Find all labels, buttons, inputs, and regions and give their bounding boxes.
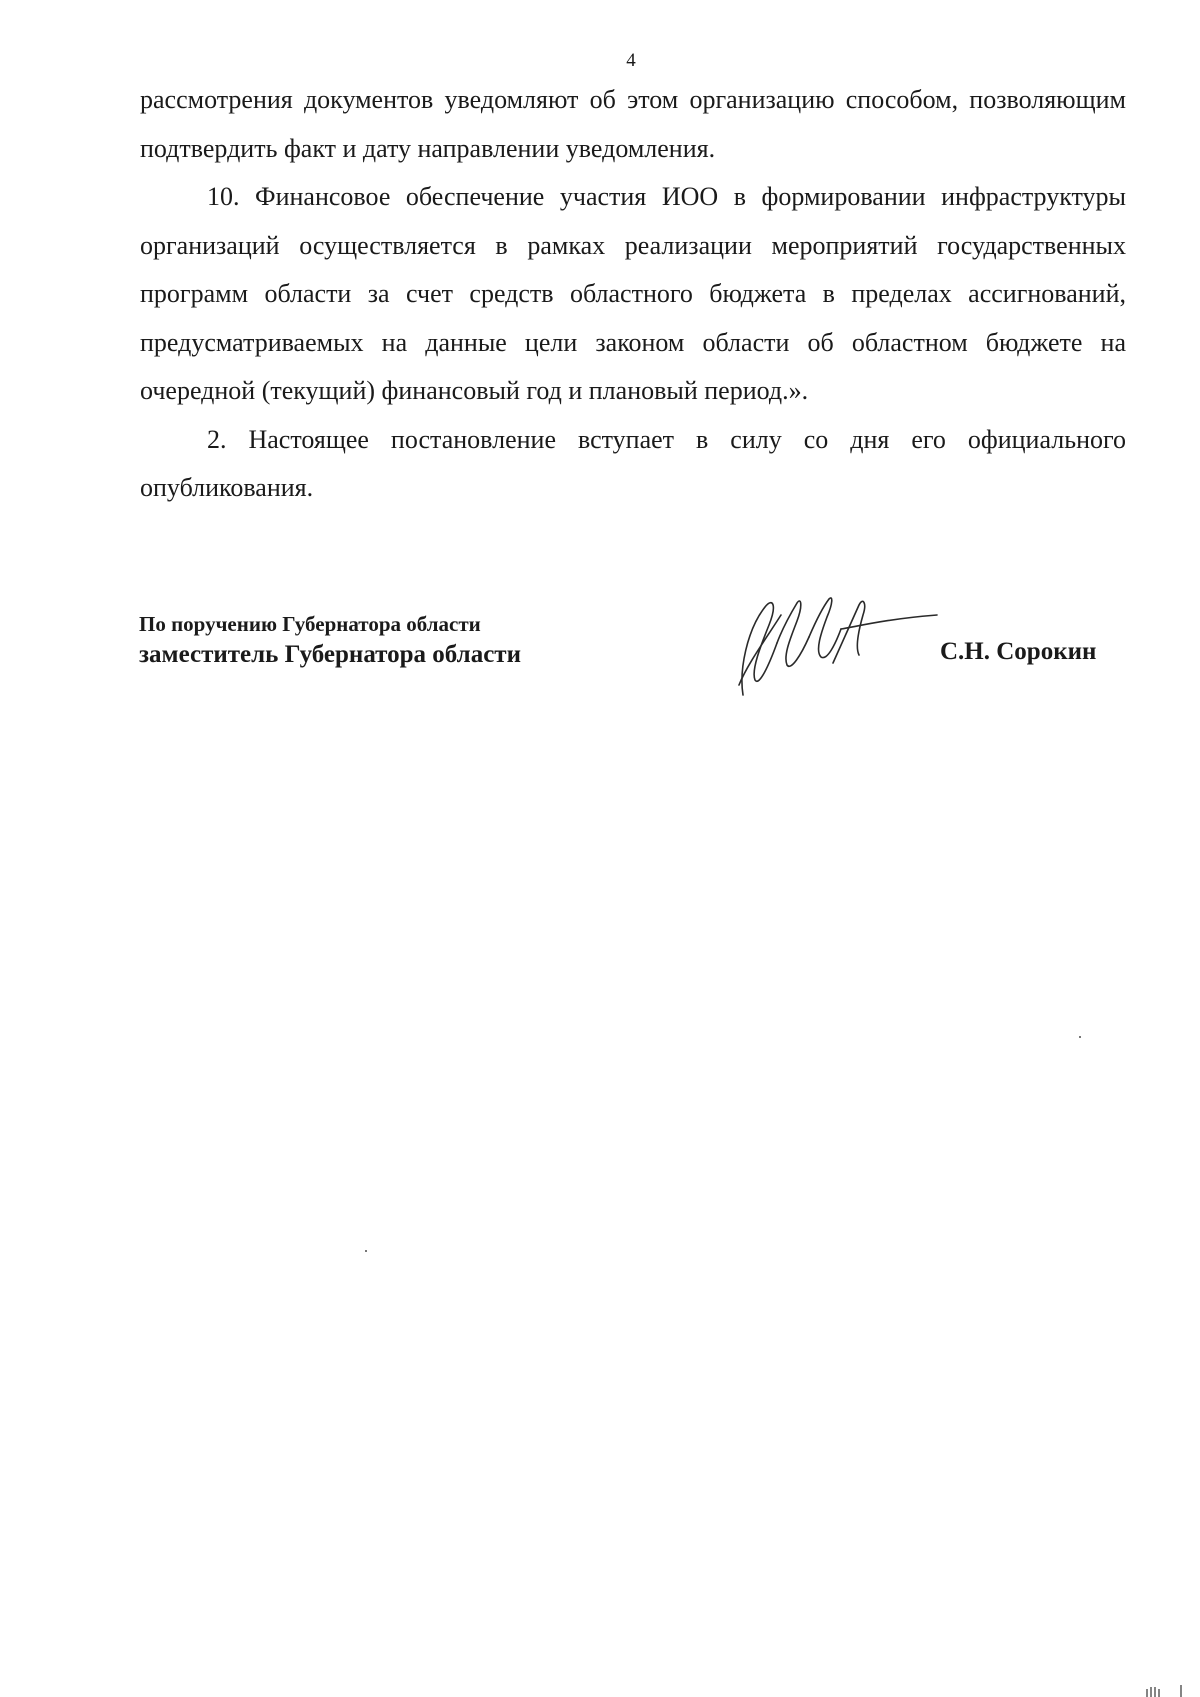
page-number: 4: [626, 50, 636, 71]
signatory-authority-line: По поручению Губернатора области: [139, 612, 481, 636]
scan-speck: [1079, 1036, 1081, 1038]
paragraph-item-2: 2. Настоящее постановление вступает в силу со дня его официального опубликования.: [140, 424, 1126, 502]
scan-speck: [365, 1250, 367, 1252]
signatory-position: заместитель Губернатора области: [139, 641, 521, 668]
scan-edge-marks: [1145, 1683, 1185, 1697]
handwritten-signature: [725, 585, 940, 700]
paragraph-continuation: рассмотрения документов уведомляют об этом организацию способом, позволяющим подтвердить факт и дату направлении уведомления.: [140, 85, 1126, 163]
signature-block: [139, 610, 521, 672]
paragraph-item-10: 10. Финансовое обеспечение участия ИОО в формировании инфраструктуры организаций осуществляется в рамках реализации мероприятий государственных программ области за счет средств областного бюджета в пределах ассигнований, предусматриваемых на данные цели законом области об областном бюджете на очередной (текущий) финансовый год и плановый период.».: [140, 182, 1126, 405]
signer-name: С.Н. Сорокин: [940, 638, 1097, 665]
document-body: [140, 76, 1126, 513]
